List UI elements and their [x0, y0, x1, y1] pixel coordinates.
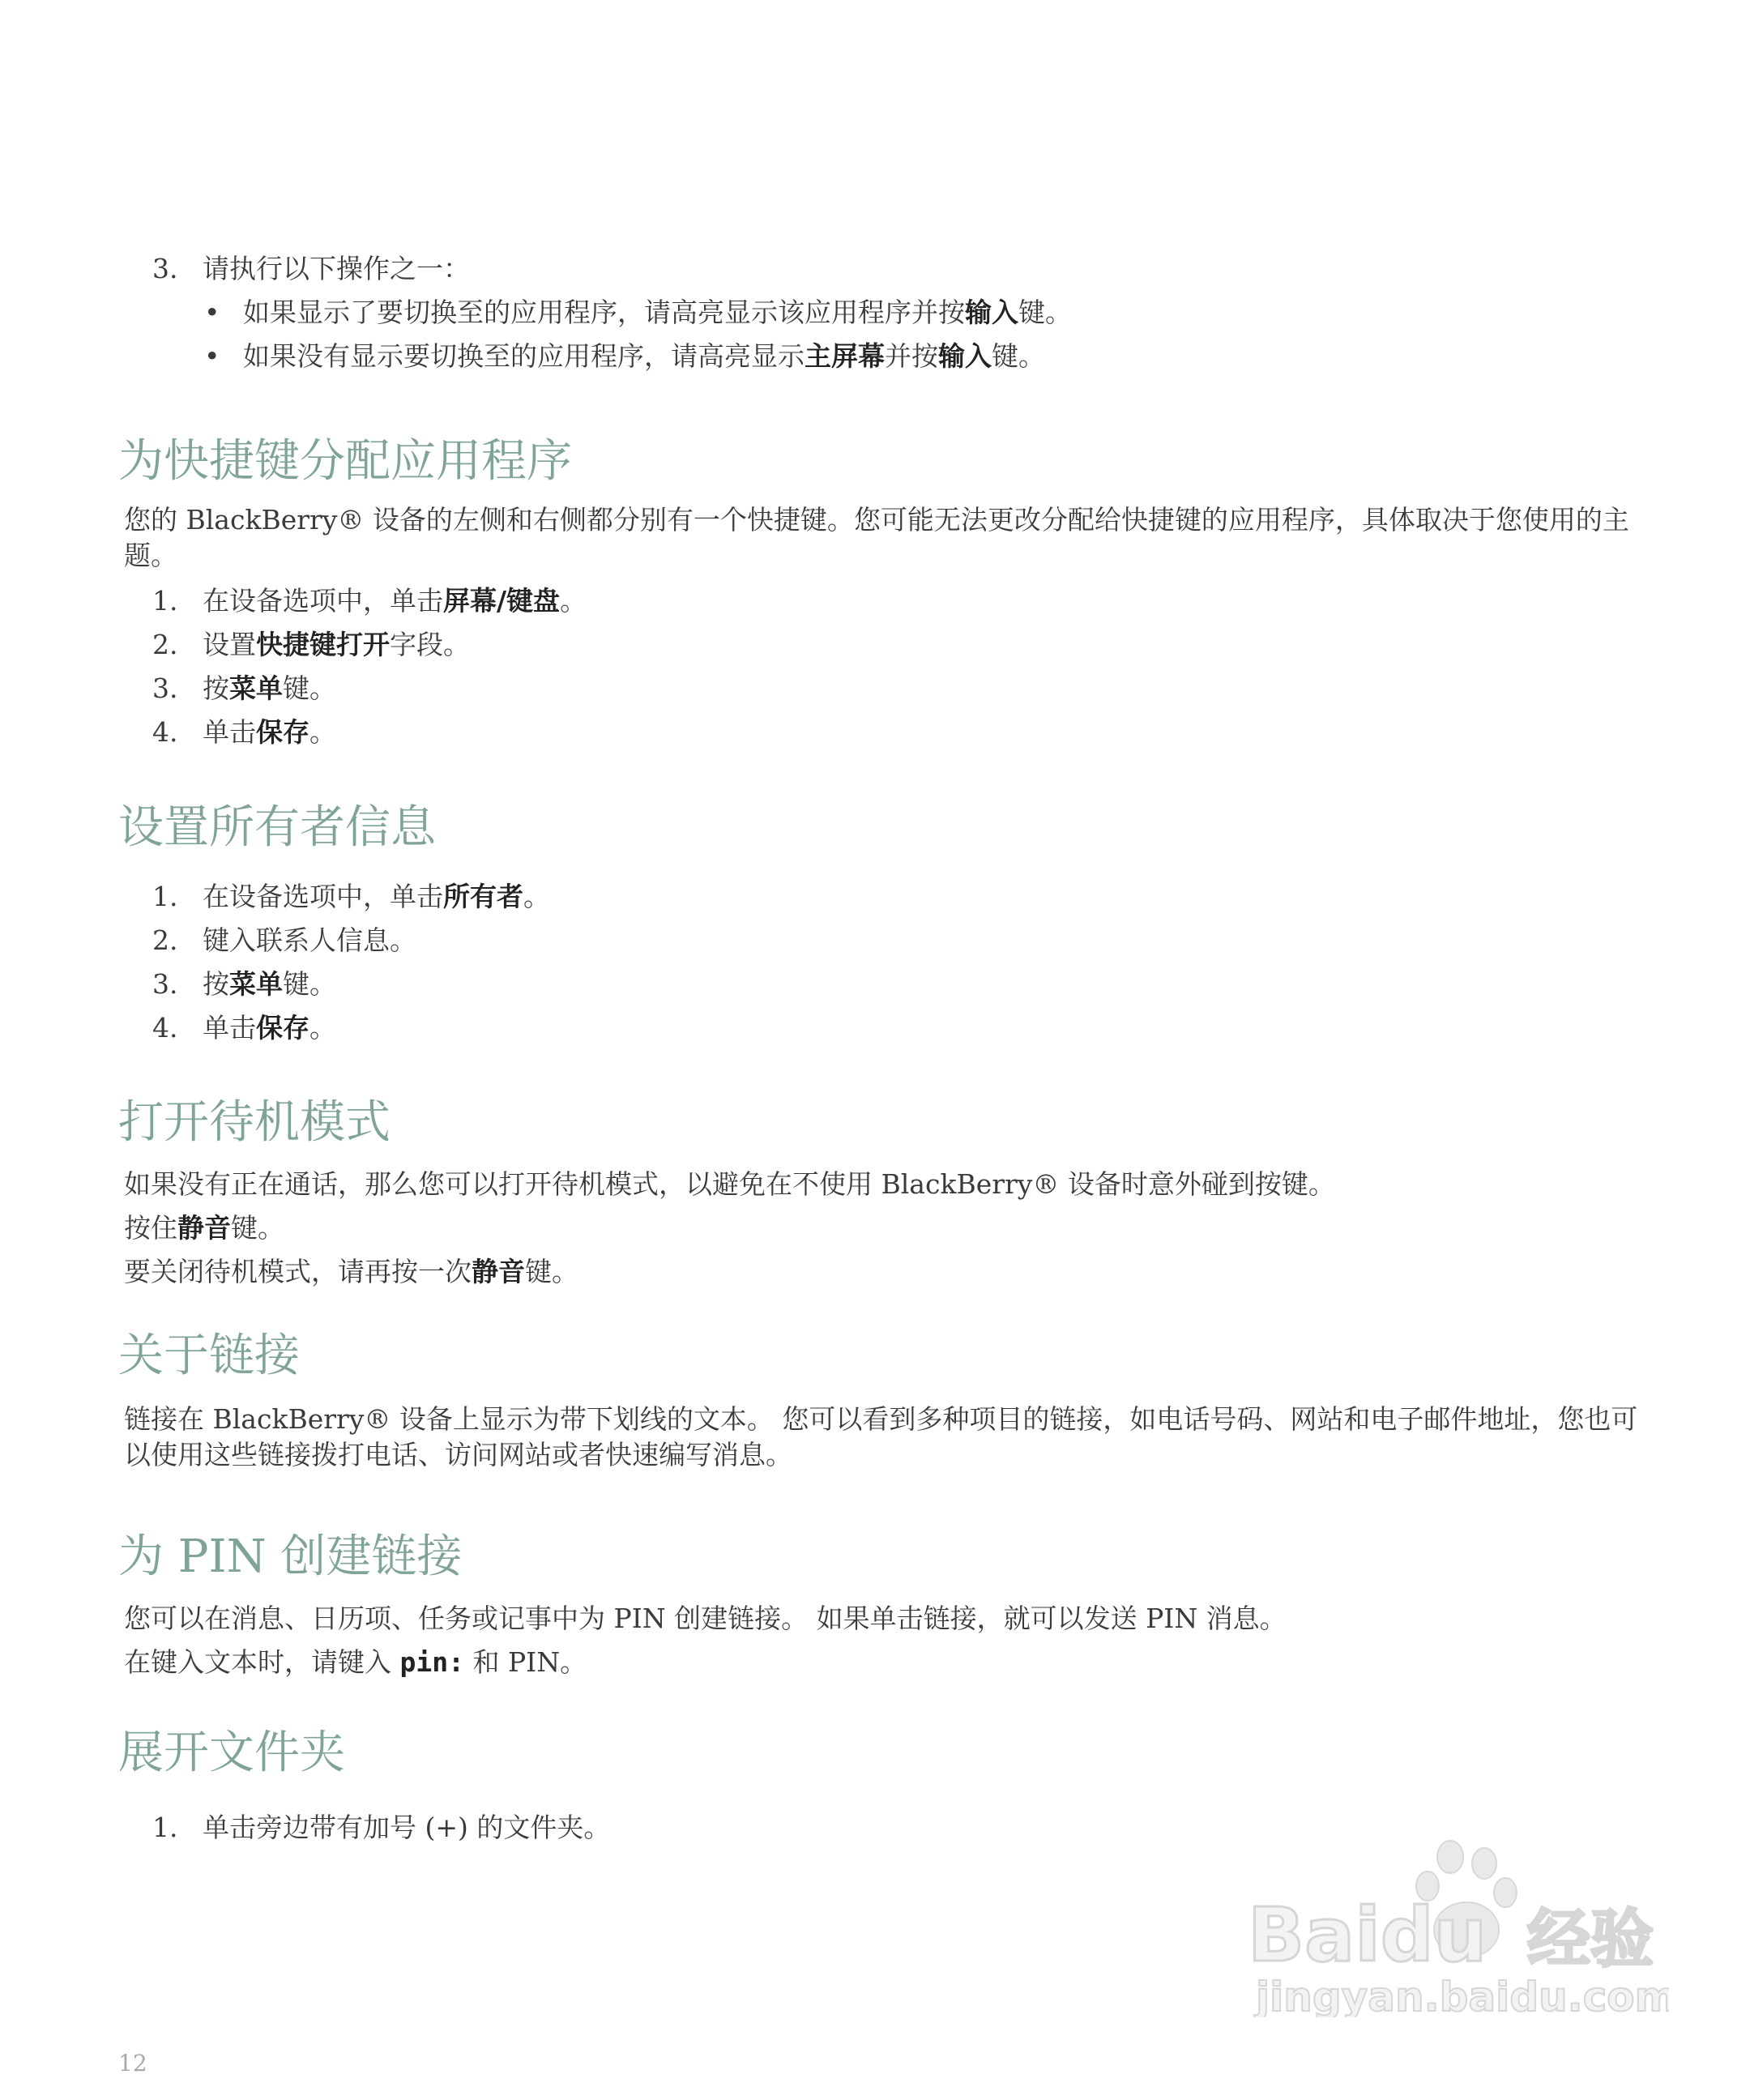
paw-icon — [1248, 1839, 1669, 2017]
step-4: 4. 单击保存。 — [152, 716, 336, 748]
paragraph: 您可以在消息、日历项、任务或记事中为 PIN 创建链接。 如果单击链接，就可以发送 PIN 消息。 — [124, 1603, 1287, 1634]
step-2: 2. 键入联系人信息。 — [152, 924, 416, 956]
section-heading-owner: 设置所有者信息 — [118, 801, 436, 854]
step-1: 1. 在设备选项中，单击屏幕/键盘。 — [152, 585, 587, 617]
section-heading-shortcut: 为快捷键分配应用程序 — [118, 435, 572, 488]
paragraph: 在键入文本时，请键入 pin: 和 PIN。 — [124, 1646, 587, 1678]
step-1: 1. 在设备选项中，单击所有者。 — [152, 881, 550, 912]
watermark-brand-cn: 经验 — [1527, 1903, 1654, 1976]
section-intro: 您的 BlackBerry® 设备的左侧和右侧都分别有一个快捷键。您可能无法更改分配给快捷键的应用程序，具体取决于您使用的主题。 — [124, 504, 1629, 571]
paragraph: 链接在 BlackBerry® 设备上显示为带下划线的文本。 您可以看到多种项目的链接，如电话号码、网站和电子邮件地址，您也可以使用这些链接拨打电话、访问网站或者快速编写消息。 — [124, 1403, 1638, 1470]
bullet-icon: • — [204, 297, 220, 328]
step-1: 1. 单击旁边带有加号 (+) 的文件夹。 — [152, 1812, 611, 1843]
paragraph: 按住静音键。 — [124, 1212, 284, 1244]
paragraph: 要关闭待机模式，请再按一次静音键。 — [124, 1256, 578, 1287]
step-2: 2. 设置快捷键打开字段。 — [152, 629, 470, 660]
paragraph: 如果没有正在通话，那么您可以打开待机模式，以避免在不使用 BlackBerry® 设备时意外碰到按键。 — [124, 1168, 1335, 1200]
step-3: 3. 按菜单键。 — [152, 968, 336, 1000]
step-3: 3. 按菜单键。 — [152, 672, 336, 704]
bullet-item: • 如果没有显示要切换至的应用程序，请高亮显示主屏幕并按输入键。 — [204, 339, 1045, 374]
page-number: 12 — [118, 2050, 147, 2077]
step-3 — [152, 251, 470, 287]
section-heading-folder: 展开文件夹 — [118, 1727, 345, 1779]
step-text: 请执行以下操作之一： — [203, 253, 470, 284]
bullet-icon: • — [204, 340, 220, 372]
bullet-item: • 如果显示了要切换至的应用程序，请高亮显示该应用程序并按输入键。 — [204, 295, 1072, 331]
watermark-url: jingyan.baidu.com — [1256, 1974, 1669, 2017]
step-number: 3. — [152, 253, 178, 284]
step-4: 4. 单击保存。 — [152, 1012, 336, 1044]
section-heading-links: 关于链接 — [118, 1330, 300, 1382]
watermark-brand: Baidu — [1248, 1892, 1488, 1978]
section-heading-pin: 为 PIN 创建链接 — [118, 1530, 463, 1583]
section-heading-standby: 打开待机模式 — [118, 1096, 391, 1149]
baidu-watermark-logo — [1248, 1839, 1669, 2017]
